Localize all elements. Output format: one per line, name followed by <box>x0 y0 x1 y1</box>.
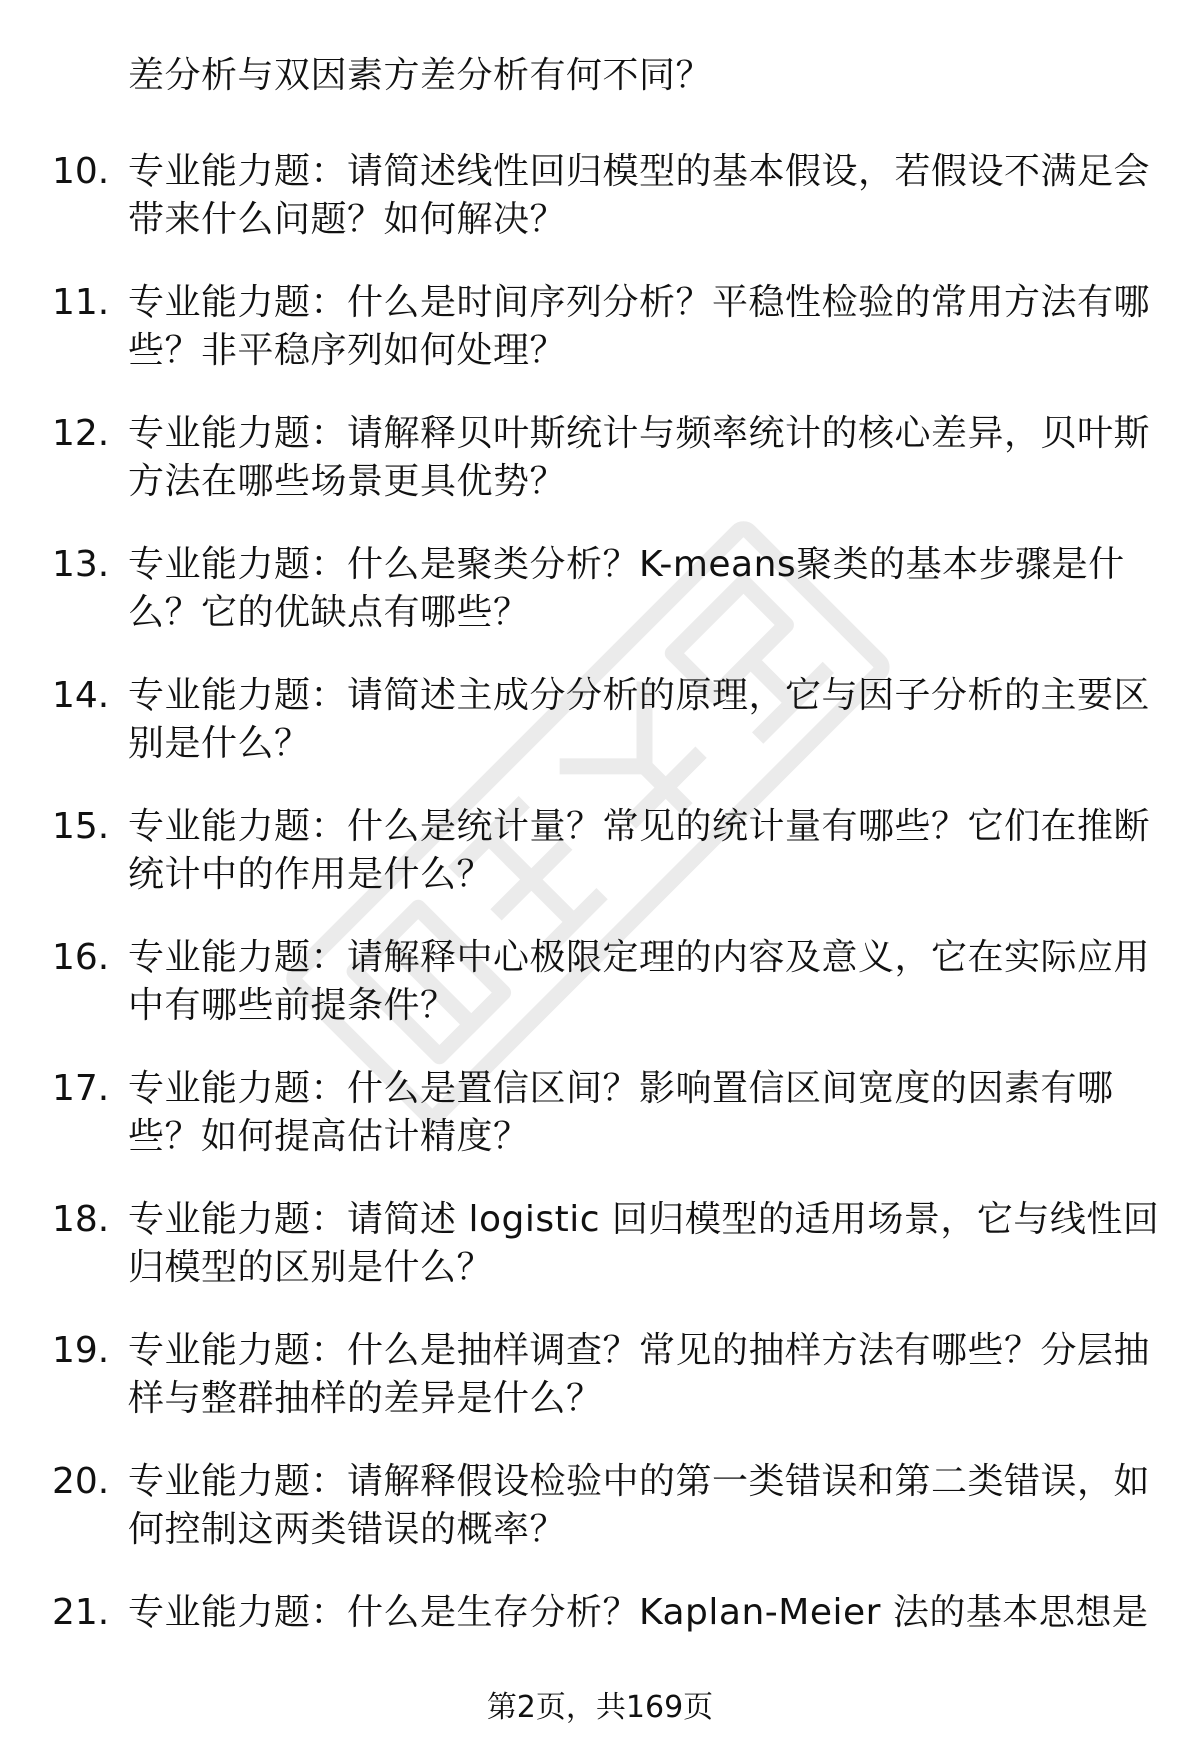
question-text-line: 么？它的优缺点有哪些？ <box>128 592 530 633</box>
question-number: 21. <box>52 1592 110 1633</box>
question-text-line: 归模型的区别是什么？ <box>128 1247 494 1288</box>
question-text-line: 专业能力题：请简述线性回归模型的基本假设，若假设不满足会 <box>128 151 1151 192</box>
question-text-line: 带来什么问题？如何解决？ <box>128 199 567 240</box>
question-text-line: 统计中的作用是什么？ <box>128 854 494 895</box>
question-text-line: 专业能力题：什么是抽样调查？常见的抽样方法有哪些？分层抽 <box>128 1330 1151 1371</box>
continuation-line: 差分析与双因素方差分析有何不同？ <box>128 55 713 96</box>
question-text-line: 专业能力题：什么是生存分析？Kaplan-Meier 法的基本思想是 <box>128 1592 1149 1633</box>
question-text-line: 中有哪些前提条件？ <box>128 985 457 1026</box>
question-number: 12. <box>52 413 110 454</box>
question-text-line: 专业能力题：请解释假设检验中的第一类错误和第二类错误，如 <box>128 1461 1151 1502</box>
question-number: 13. <box>52 544 110 585</box>
question-text-line: 方法在哪些场景更具优势？ <box>128 461 567 502</box>
question-number: 10. <box>52 151 110 192</box>
question-text-line: 专业能力题：什么是统计量？常见的统计量有哪些？它们在推断 <box>128 806 1151 847</box>
question-number: 19. <box>52 1330 110 1371</box>
question-text-line: 些？非平稳序列如何处理？ <box>128 330 567 371</box>
question-text-line: 专业能力题：请解释中心极限定理的内容及意义，它在实际应用 <box>128 937 1151 978</box>
question-text-line: 专业能力题：什么是聚类分析？K-means聚类的基本步骤是什 <box>128 544 1125 585</box>
question-text-line: 专业能力题：请简述主成分分析的原理，它与因子分析的主要区 <box>128 675 1151 716</box>
question-number: 16. <box>52 937 110 978</box>
question-text-line: 专业能力题：请解释贝叶斯统计与频率统计的核心差异，贝叶斯 <box>128 413 1151 454</box>
question-number: 20. <box>52 1461 110 1502</box>
page-footer: 第2页，共169页 <box>486 1690 714 1725</box>
question-text-line: 何控制这两类错误的概率？ <box>128 1509 567 1550</box>
question-number: 14. <box>52 675 110 716</box>
question-number: 17. <box>52 1068 110 1109</box>
question-text-line: 专业能力题：什么是时间序列分析？平稳性检验的常用方法有哪 <box>128 282 1151 323</box>
question-text-line: 些？如何提高估计精度？ <box>128 1116 530 1157</box>
question-text-line: 专业能力题：请简述 logistic 回归模型的适用场景，它与线性回 <box>128 1199 1160 1240</box>
question-text-line: 别是什么？ <box>128 723 311 764</box>
question-number: 15. <box>52 806 110 847</box>
question-number: 11. <box>52 282 110 323</box>
question-text-line: 专业能力题：什么是置信区间？影响置信区间宽度的因素有哪 <box>128 1068 1114 1109</box>
question-number: 18. <box>52 1199 110 1240</box>
question-text-line: 样与整群抽样的差异是什么？ <box>128 1378 603 1419</box>
